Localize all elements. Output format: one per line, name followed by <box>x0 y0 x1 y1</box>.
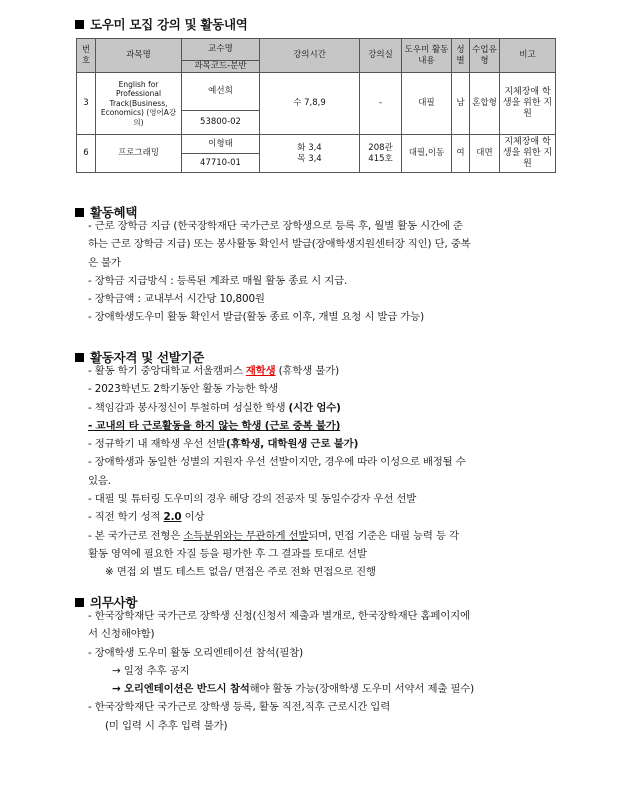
square-bullet-icon <box>75 598 84 607</box>
list-item-cont: 은 불가 <box>88 256 121 269</box>
list-item: - 본 국가근로 전형은 소득분위와는 무관하게 선발되며, 면접 기준은 대필 능력 등 각 <box>88 529 459 542</box>
section-title: 도우미 모집 강의 및 활동내역 <box>90 17 248 32</box>
list-item-cont: (미 입력 시 추후 입력 불가) <box>105 719 228 732</box>
cell-no: 6 <box>77 135 96 173</box>
cell-note: 지체장애 학생을 위한 지원 <box>500 135 556 173</box>
qualifications-list <box>88 362 558 582</box>
list-note: ※ 면접 외 별도 테스트 없음/ 면접은 주로 전화 면접으로 진행 <box>105 566 376 579</box>
cell-gender: 여 <box>452 135 470 173</box>
cell-room: 208관 415호 <box>360 135 402 173</box>
list-item: - 책임감과 봉사정신이 투철하며 성실한 학생 (시간 엄수) <box>88 401 341 414</box>
table-row <box>77 73 556 111</box>
cell-time: 화 3,4 목 3,4 <box>260 135 360 173</box>
cell-course: 프로그래밍 <box>96 135 182 173</box>
cell-gender: 남 <box>452 73 470 135</box>
list-item: - 교내의 타 근로활동을 하지 않는 학생 (근로 중복 불가) <box>88 419 341 432</box>
header-no: 번호 <box>77 39 96 73</box>
header-note: 비고 <box>500 39 556 73</box>
cell-room: - <box>360 73 402 135</box>
square-bullet-icon <box>75 353 84 362</box>
list-subitem: → 일정 추후 공지 <box>112 664 190 677</box>
list-item: - 근로 장학금 지급 (한국장학재단 국가근로 장학생으로 등록 후, 월별 활동 시간에 준 <box>88 220 463 232</box>
section-heading-activities <box>75 15 248 33</box>
list-item: - 장애학생과 동일한 성별의 지원자 우선 선발이지만, 경우에 따라 이성으로 배정될 수 <box>88 456 466 469</box>
list-item-cont: 하는 근로 장학금 지급) 또는 봉사활동 확인서 발급(장애학생지원센터장 직인) 단, 중복 <box>88 238 471 251</box>
header-professor: 교수명 <box>182 39 260 61</box>
header-gender: 성별 <box>452 39 470 73</box>
cell-time: 수 7,8,9 <box>260 73 360 135</box>
cell-content: 대필,이동 <box>402 135 452 173</box>
list-item: - 장학금액 : 교내부서 시간당 10,800원 <box>88 293 265 306</box>
square-bullet-icon <box>75 20 84 29</box>
obligations-list <box>88 607 558 735</box>
cell-note: 지체장애 학생을 위한 지원 <box>500 73 556 135</box>
cell-code: 47710-01 <box>182 154 260 173</box>
cell-content: 대필 <box>402 73 452 135</box>
list-item: - 장애학생 도우미 활동 오리엔테이션 참석(필참) <box>88 646 304 659</box>
section-title: 활동자격 및 선발기준 <box>90 350 205 365</box>
cell-type: 대면 <box>470 135 500 173</box>
list-item: - 장학금 지급방식 : 등록된 계좌로 매월 활동 종료 시 지급. <box>88 274 348 287</box>
header-code: 과목코드-분반 <box>182 61 260 73</box>
list-item: - 직전 학기 성적 2.0 이상 <box>88 511 205 524</box>
list-item: - 한국장학재단 국가근로 장학생 등록, 활동 직전,직후 근로시간 입력 <box>88 701 391 714</box>
cell-professor: 이형태 <box>182 135 260 154</box>
cell-no: 3 <box>77 73 96 135</box>
list-item: - 2023학년도 2학기동안 활동 가능한 학생 <box>88 383 279 396</box>
header-time: 강의시간 <box>260 39 360 73</box>
cell-course: English for Professional Track(Business, Economics) (영어A강의) <box>96 73 182 135</box>
list-item: - 정규학기 내 재학생 우선 선발(휴학생, 대학원생 근로 불가) <box>88 438 359 451</box>
table-header-row <box>77 39 556 61</box>
list-item-cont: 활동 영역에 필요한 자질 등을 평가한 후 그 결과를 토대로 선발 <box>88 547 367 560</box>
activity-table <box>76 38 556 173</box>
square-bullet-icon <box>75 208 84 217</box>
section-title: 의무사항 <box>90 595 138 610</box>
list-subitem: → 오리엔테이션은 반드시 참석해야 활동 가능(장애학생 도우미 서약서 제출 필수) <box>112 683 475 696</box>
list-item: - 한국장학재단 국가근로 장학생 신청(신청서 제출과 별개로, 한국장학재단 홈페이지에 <box>88 610 470 622</box>
header-room: 강의실 <box>360 39 402 73</box>
table-row <box>77 135 556 154</box>
header-course: 과목명 <box>96 39 182 73</box>
enrolled-emphasis: 재학생 <box>245 365 276 377</box>
list-item: - 활동 학기 중앙대학교 서울캠퍼스 재학생 (휴학생 불가) <box>88 365 340 377</box>
list-item-cont: 있음. <box>88 474 111 487</box>
header-type: 수업유형 <box>470 39 500 73</box>
section-title: 활동혜택 <box>90 205 138 220</box>
header-content: 도우미 활동내용 <box>402 39 452 73</box>
benefits-list <box>88 217 558 327</box>
list-item: - 대필 및 튜터링 도우미의 경우 해당 강의 전공자 및 동일수강자 우선 선발 <box>88 493 417 506</box>
list-item: - 장애학생도우미 활동 확인서 발급(활동 종료 이후, 개별 요청 시 발급 가능) <box>88 311 424 324</box>
cell-type: 혼합형 <box>470 73 500 135</box>
cell-code: 53800-02 <box>182 111 260 135</box>
cell-professor: 예선희 <box>182 73 260 111</box>
list-item-cont: 서 신청해야함) <box>88 628 155 641</box>
